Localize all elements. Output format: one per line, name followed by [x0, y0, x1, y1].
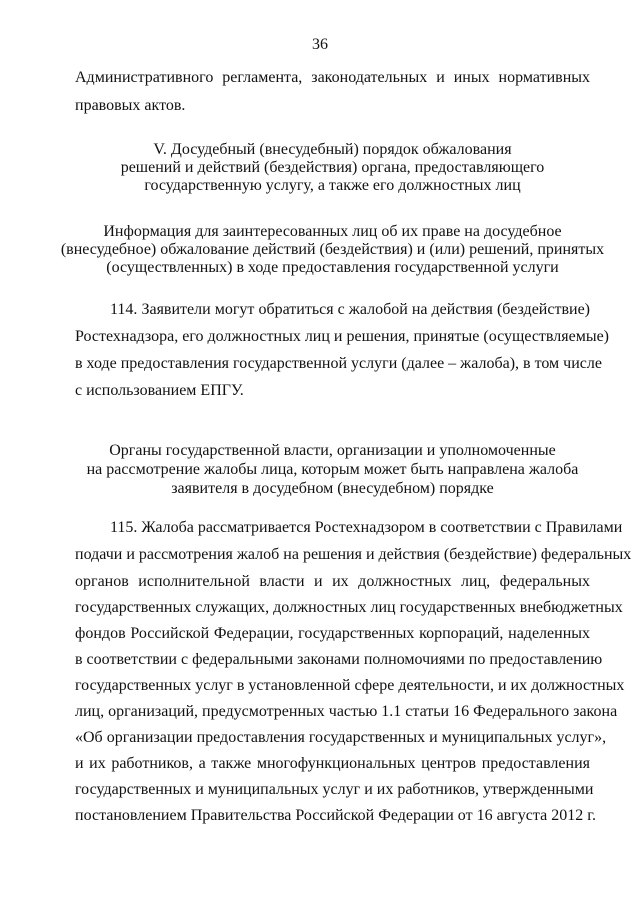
organs-heading-line: Органы государственной власти, организации и уполномоченные [109, 442, 556, 459]
paragraph-line: государственных служащих, должностных лиц государственных внебюджетных [75, 599, 623, 616]
info-heading-line: (внесудебное) обжалование действий (бездействия) и (или) решений, принятых [60, 241, 605, 258]
organs-heading-line: заявителя в досудебном (внесудебном) порядке [171, 480, 494, 497]
organs-heading-line: на рассмотрение жалобы лица, которым может быть направлена жалоба [86, 461, 579, 478]
intro-line: правовых актов. [75, 97, 186, 114]
section-heading-line: государственную услугу, а также его должностных лиц [144, 177, 521, 194]
paragraph-line: 114. Заявители могут обратиться с жалобой на действия (бездействие) [110, 301, 590, 318]
paragraph-line: с использованием ЕПГУ. [75, 382, 244, 399]
paragraph-line: Ростехнадзора, его должностных лиц и решения, принятые (осуществляемые) [75, 328, 610, 345]
paragraph-line: государственных услуг в установленной сфере деятельности, и их должностных [75, 677, 625, 694]
section-heading-line: решений и действий (бездействия) органа, предоставляющего [120, 159, 545, 176]
intro-line: Административного регламента, законодательных и иных нормативных [75, 69, 590, 86]
info-heading-line: (осуществленных) в ходе предоставления государственной услуги [106, 259, 559, 276]
paragraph-line: в соответствии с федеральными законами полномочиями по предоставлению [75, 651, 603, 668]
paragraph-line: и их работников, а также многофункциональных центров предоставления [75, 755, 590, 772]
section-heading-line: V. Досудебный (внесудебный) порядок обжалования [153, 141, 512, 158]
paragraph-line: подачи и рассмотрения жалоб на решения и действия (бездействие) федеральных [75, 546, 632, 563]
paragraph-line: лиц, организаций, предусмотренных частью 1.1 статьи 16 Федерального закона [75, 703, 618, 720]
paragraph-line: в ходе предоставления государственной услуги (далее – жалоба), в том числе [75, 355, 602, 372]
paragraph-line: органов исполнительной власти и их должностных лиц, федеральных [75, 573, 590, 590]
paragraph-line: государственных и муниципальных услуг и их работников, утвержденными [75, 781, 594, 798]
paragraph-line: 115. Жалоба рассматривается Ростехнадзором в соответствии с Правилами [110, 519, 623, 536]
paragraph-line: фондов Российской Федерации, государственных корпораций, наделенных [75, 625, 590, 642]
paragraph-line: «Об организации предоставления государственных и муниципальных услуг», [75, 729, 607, 746]
page-number: 36 [312, 36, 328, 53]
info-heading-line: Информация для заинтересованных лиц об их праве на досудебное [103, 223, 562, 240]
paragraph-line: постановлением Правительства Российской Федерации от 16 августа 2012 г. [75, 807, 596, 824]
